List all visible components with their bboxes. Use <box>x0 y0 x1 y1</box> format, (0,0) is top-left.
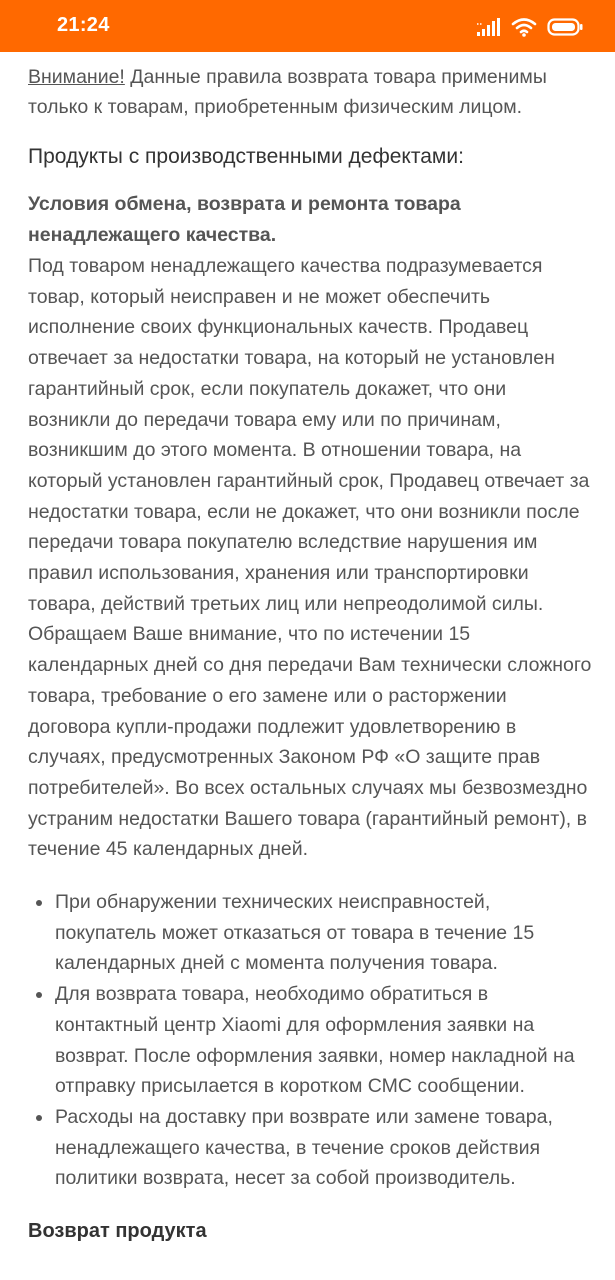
bullet-icon <box>36 992 42 998</box>
notice-paragraph <box>28 62 593 122</box>
rule-text: Расходы на доставку при возврате или замене товара, ненадлежащего качества, в течение сроков действия политики возврата, несет за собой производитель. <box>55 1105 553 1190</box>
conditions-body: Под товаром ненадлежащего качества подразумевается товар, который неисправен и не может обеспечить исполнение своих функциональных качеств. Продавец отвечает за недостатки товара, на который не установлен гарантийный срок, если покупатель докажет, что они возникли до передачи товара ему или по причинам, возникшим до этого момента. В отношении товара, на который установлен гарантийный срок, Продавец отвечает за недостатки товара, если не докажет, что они возникли после передачи товара покупателю вследствие нарушения им правил использования, хранения или транспортировки товара, действий третьих лиц или непреодолимой силы. Обращаем Ваше внимание, что по истечении 15 календарных дней со дня передачи Вам технически сложного товара, требование о его замене или о расторжении договора купли-продажи подлежит удовлетворению в случаях, предусмотренных Законом РФ «О защите прав потребителей». Во всех остальных случаях мы безвозмездно устраним недостатки Вашего товара (гарантийный ремонт), в течение 45 календарных дней. <box>28 255 592 861</box>
rules-list <box>28 887 593 1194</box>
rule-text: Для возврата товара, необходимо обратиться в контактный центр Xiaomi для оформления заявки на возврат. После оформления заявки, номер накладной на отправку присылается в коротком СМС сообщении. <box>55 983 575 1098</box>
notice-text: Данные правила возврата товара применимы только к товарам, приобретенным физическим лицом. <box>28 66 547 118</box>
signal-icon <box>477 18 501 36</box>
conditions-title: Условия обмена, возврата и ремонта товара ненадлежащего качества. <box>28 193 461 246</box>
bullet-icon <box>36 1115 42 1121</box>
list-item <box>28 1102 593 1194</box>
wifi-icon <box>511 17 537 37</box>
defects-heading: Продукты с производственными дефектами: <box>28 145 464 168</box>
rule-text: При обнаружении технических неисправностей, покупатель может отказаться от товара в течение 15 календарных дней с момента получения товара. <box>55 891 535 975</box>
policy-content <box>28 62 593 1246</box>
return-heading: Возврат продукта <box>28 1220 207 1243</box>
list-item <box>28 979 593 1102</box>
status-time: 21:24 <box>57 14 110 36</box>
notice-label: Внимание! <box>28 66 125 88</box>
list-item <box>28 887 593 979</box>
status-bar <box>0 0 615 52</box>
bullet-icon <box>36 900 42 906</box>
battery-icon <box>547 17 583 37</box>
status-icons <box>477 16 583 38</box>
